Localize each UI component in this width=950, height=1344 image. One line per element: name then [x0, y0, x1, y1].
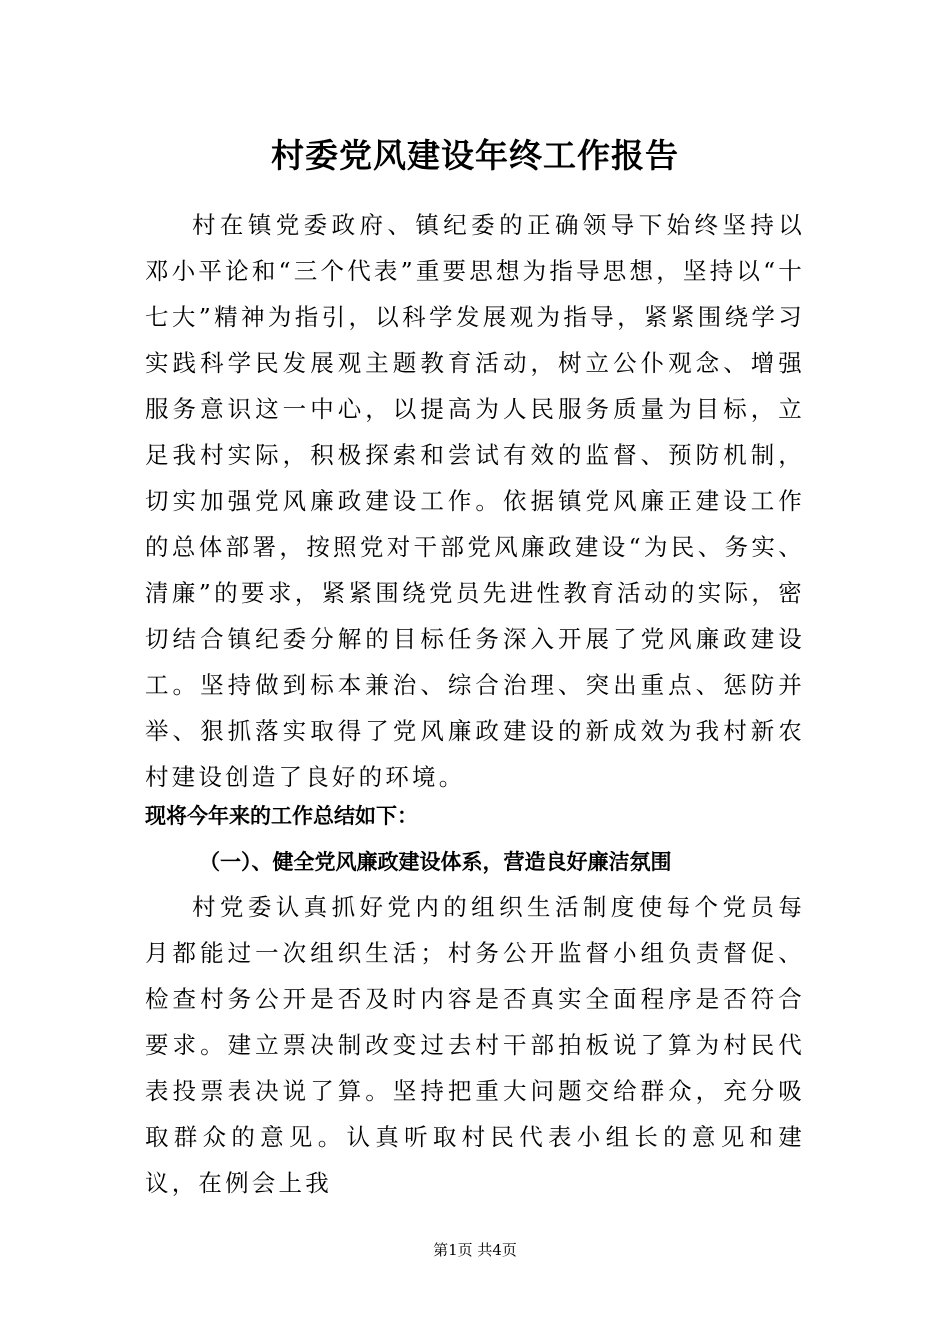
intro-paragraph-block [145, 202, 805, 800]
page-footer: 第1页 共4页 [433, 1241, 517, 1259]
document-title: 村委党风建设年终工作报告 [271, 136, 679, 175]
section-1-paragraph-block [145, 884, 805, 1206]
summary-heading: 现将今年来的工作总结如下： [145, 804, 418, 828]
section-1-paragraph: 村党委认真抓好党内的组织生活制度使每个党员每月都能过一次组织生活；村务公开监督小组负责督促、检查村务公开是否及时内容是否真实全面程序是否符合要求。建立票决制改变过去村干部拍板说了算为村民代表投票表决说了算。坚持把重大问题交给群众，充分吸取群众的意见。认真听取村民代表小组长的意见和建议，在例会上我 [145, 893, 805, 1197]
intro-paragraph: 村在镇党委政府、镇纪委的正确领导下始终坚持以邓小平论和“三个代表”重要思想为指导思想，坚持以“十七大”精神为指引，以科学发展观为指导，紧紧围绕学习实践科学民发展观主题教育活动，树立公仆观念、增强服务意识这一中心，以提高为人民服务质量为目标，立足我村实际，积极探索和尝试有效的监督、预防机制，切实加强党风廉政建设工作。依据镇党风廉正建设工作的总体部署，按照党对干部党风廉政建设“为民、务实、清廉”的要求，紧紧围绕党员先进性教育活动的实际，密切结合镇纪委分解的目标任务深入开展了党风廉政建设工。坚持做到标本兼治、综合治理、突出重点、惩防并举、狠抓落实取得了党风廉政建设的新成效为我村新农村建设创造了良好的环境。 [145, 211, 805, 791]
section-heading-1: （一）、健全党风廉政建设体系，营造良好廉洁氛围 [199, 850, 672, 874]
